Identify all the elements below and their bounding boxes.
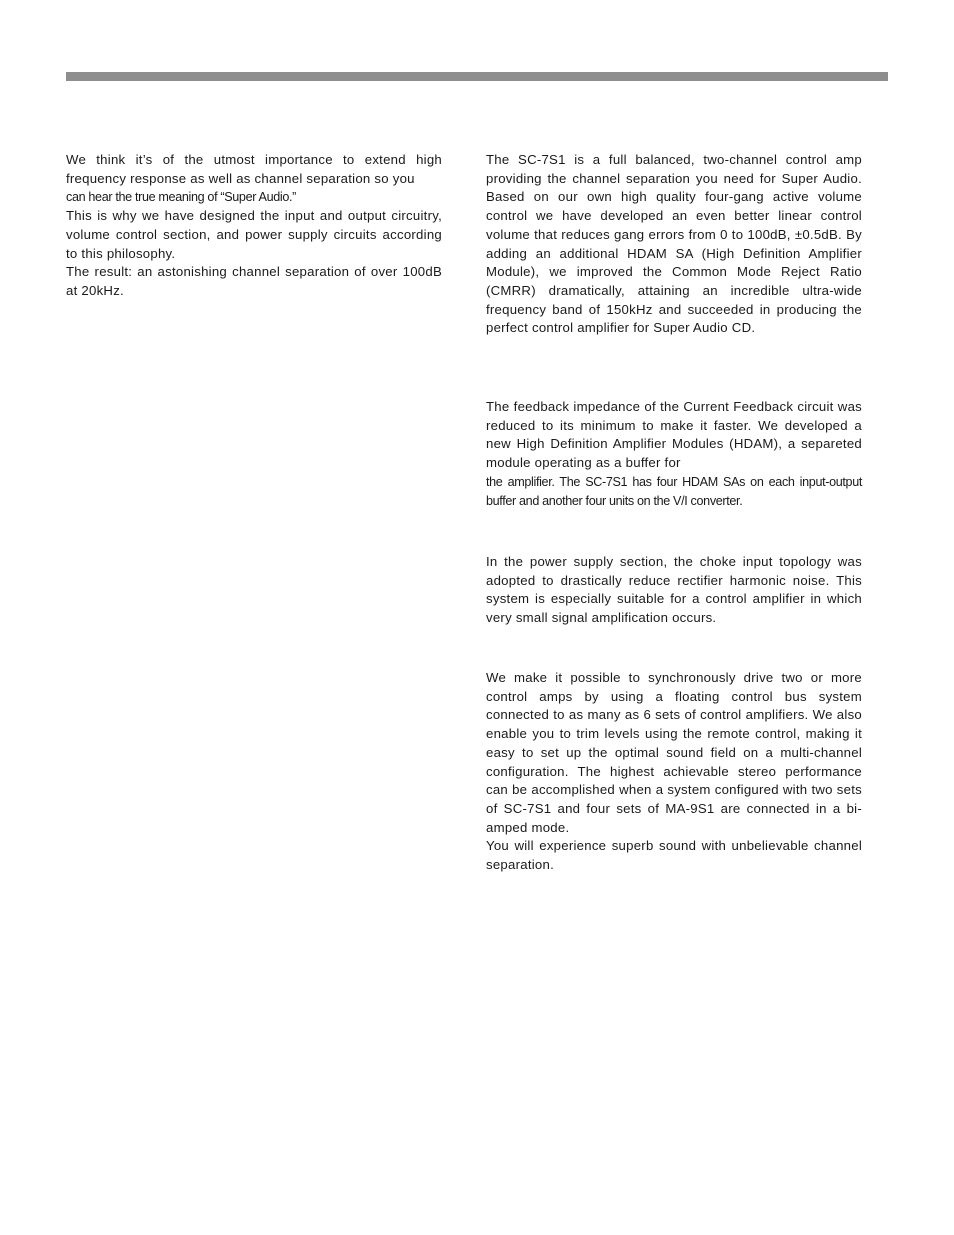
section4-body-b: You will experience superb sound with unbelievable channel separation.: [486, 838, 862, 873]
section-current-feedback: [486, 398, 862, 510]
section2-body-b: the amplifier. The SC-7S1 has four HDAM SAs on each input-output buffer and another four units on the V/I converter.: [486, 474, 862, 508]
section-power-supply: [486, 553, 862, 628]
intro-paragraph-1: We think it’s of the utmost importance to extend high frequency response as well as channel separation so you: [66, 152, 442, 186]
section2-body-a: The feedback impedance of the Current Feedback circuit was reduced to its minimum to make it faster. We developed a new High Definition Amplifier Modules (HDAM), a separeted module operating as a buffer for: [486, 399, 862, 471]
section1-body: The SC-7S1 is a full balanced, two-channel control amp providing the channel separation you need for Super Audio. Based on our own high quality four-gang active volume control we have developed an even better linear control volume that reduces gang errors from 0 to 100dB, ±0.5dB. By adding an additional HDAM SA (High Definition Amplifier Module), we improved the Common Mode Reject Ratio (CMRR) dramatically, attaining an incredible ultra-wide frequency band of 150kHz and succeeded in producing the perfect control amplifier for Super Audio CD.: [486, 152, 862, 336]
section-control-bus: [486, 669, 862, 875]
section-balanced-control-amp: [486, 151, 862, 338]
top-rule-bar: [66, 72, 888, 81]
section3-body: In the power supply section, the choke input topology was adopted to drastically reduce rectifier harmonic noise. This system is especially suitable for a control amplifier in which very small signal amplification occurs.: [486, 554, 862, 626]
intro-paragraph-1-end: can hear the true meaning of “Super Audio.”: [66, 190, 296, 205]
intro-paragraph-3: The result: an astonishing channel separation of over 100dB at 20kHz.: [66, 264, 442, 298]
section4-body-a: We make it possible to synchronously drive two or more control amps by using a floating control bus system connected to as many as 6 sets of control amplifiers. We also enable you to trim levels using the remote control, making it easy to set up the optimal sound field on a multi-channel configuration. The highest achievable stereo performance can be accomplished when a system configured with two sets of SC-7S1 and four sets of MA-9S1 are connected in a bi-amped mode.: [486, 670, 862, 835]
left-column: [66, 151, 442, 301]
intro-paragraph-2: This is why we have designed the input and output circuitry, volume control section, and power supply circuits according to this philosophy.: [66, 208, 442, 261]
